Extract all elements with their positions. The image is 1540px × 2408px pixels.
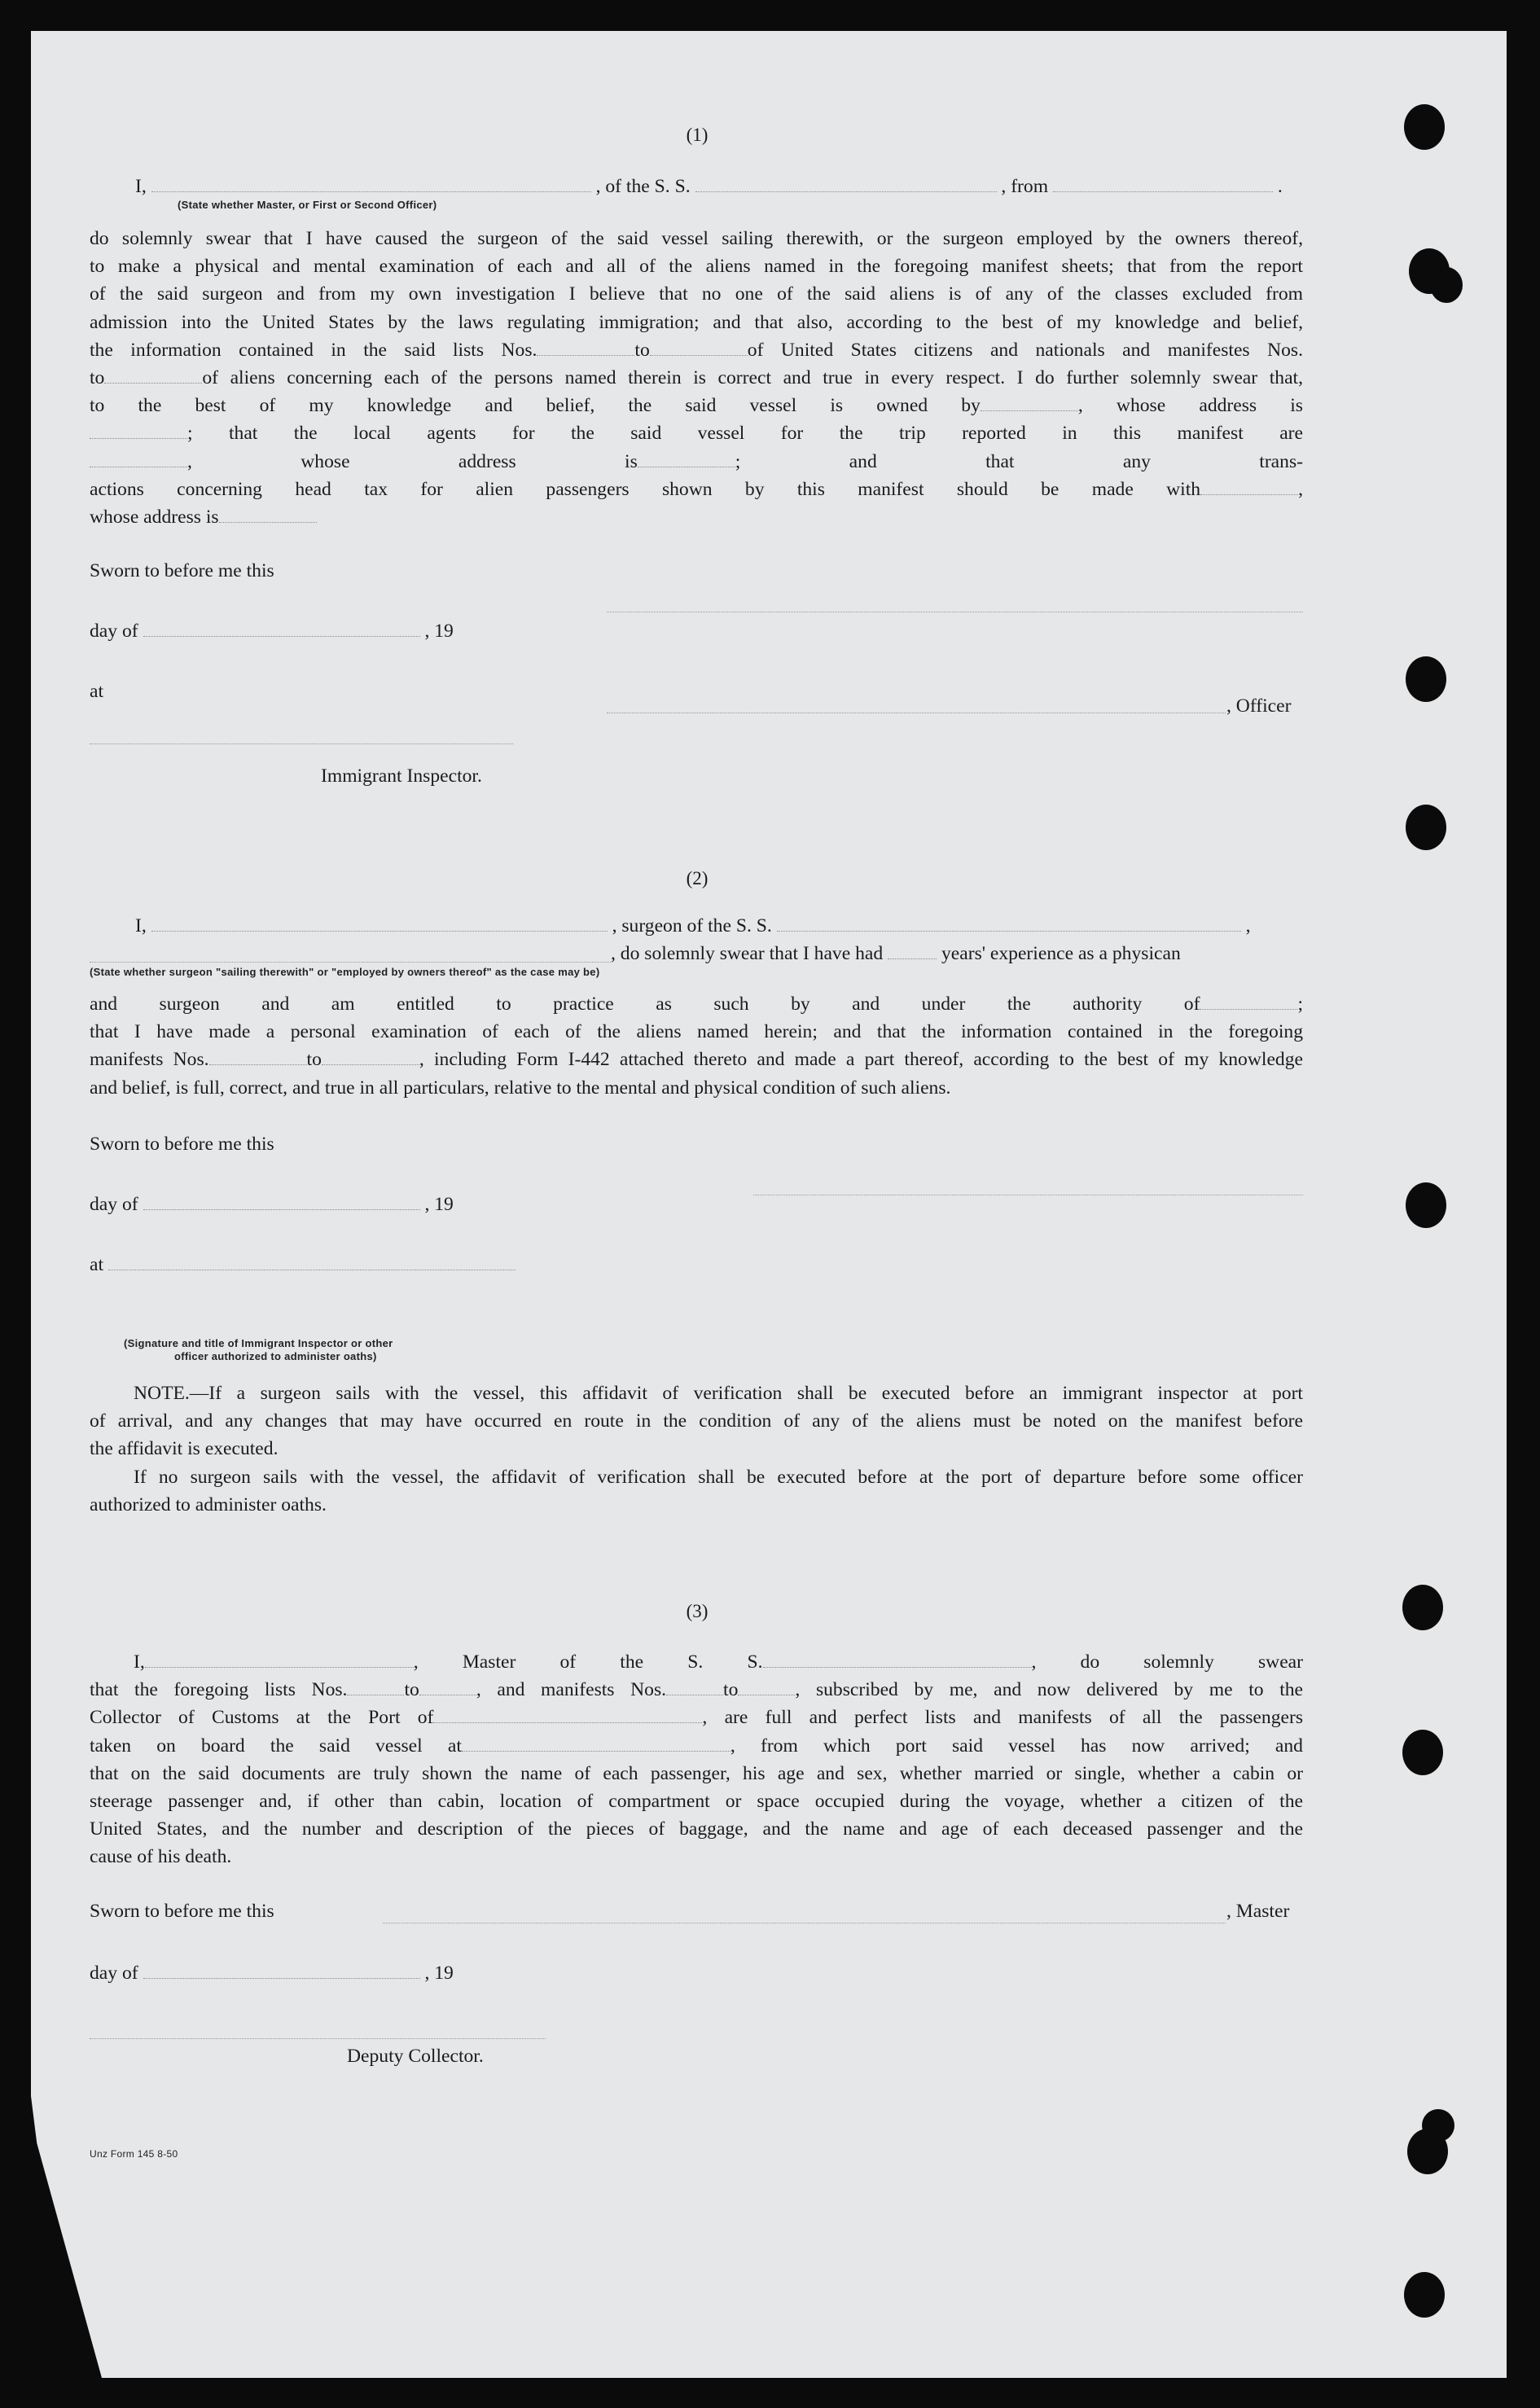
- text-run: steerage passenger and, if other than cabin, location of compartment or space occupied during the voyage, whether a citizen of the: [90, 1791, 1303, 1813]
- text-run: Collector of Customs at the Port of: [90, 1707, 434, 1729]
- sworn-line: [90, 560, 274, 582]
- text-run: taken on board the said vessel at: [90, 1735, 462, 1757]
- text: Sworn to before me this: [90, 560, 274, 581]
- fill-in-field[interactable]: [1200, 994, 1297, 1010]
- paragraph-line: [90, 309, 1303, 336]
- text: ,: [1245, 915, 1251, 936]
- signature-note: officer authorized to administer oaths): [174, 1350, 377, 1362]
- text-run: , subscribed by me, and now delivered by me to the: [795, 1679, 1304, 1701]
- paragraph-line: [90, 392, 1303, 419]
- paragraph-line: [90, 336, 1303, 364]
- text-run: United States, and the number and description of the pieces of baggage, and the name and age of each deceased passenger and the: [90, 1818, 1303, 1840]
- text-run: cause of his death.: [90, 1846, 232, 1868]
- text: day of: [90, 1194, 138, 1215]
- surgeon-oath-paragraph: [90, 990, 1303, 1102]
- punch-hole: [1406, 656, 1446, 702]
- text: , 19: [424, 1194, 454, 1215]
- day-line: [90, 621, 454, 643]
- text: years' experience as a physican: [941, 943, 1181, 964]
- text-run: whose address is: [90, 507, 219, 529]
- paragraph-line: [90, 419, 1303, 447]
- text: , 19: [424, 621, 454, 642]
- text: at: [90, 1254, 104, 1275]
- paragraph-line: [90, 252, 1303, 280]
- at-line: [90, 681, 103, 703]
- paragraph-line: [90, 1704, 1303, 1731]
- text: Sworn to before me this: [90, 1134, 274, 1155]
- text: day of: [90, 1963, 138, 1984]
- punch-hole: [1402, 1730, 1443, 1775]
- paragraph-line: [90, 1676, 1303, 1704]
- signature-line[interactable]: [607, 611, 1303, 612]
- text-run: of aliens concerning each of the persons named therein is correct and true in every respect. I do further solemnly swear that,: [202, 367, 1303, 389]
- text-run: that I have made a personal examination of each of the aliens named herein; and that the information contained in the foregoing: [90, 1021, 1303, 1043]
- text-run: I,: [134, 1651, 145, 1673]
- punch-hole: [1404, 2272, 1445, 2318]
- text-run: that the foregoing lists Nos.: [90, 1679, 348, 1701]
- text-run: manifests Nos.: [90, 1049, 209, 1071]
- sworn-line: [90, 1134, 274, 1156]
- surgeon-status-line[interactable]: [90, 961, 611, 963]
- paragraph-line: [90, 225, 1303, 252]
- paragraph-line: [90, 448, 1303, 476]
- text: , of the S. S.: [595, 176, 691, 197]
- fill-in-field[interactable]: [462, 1736, 731, 1752]
- text-run: the information contained in the said lists Nos.: [90, 339, 537, 361]
- punch-hole: [1402, 1585, 1443, 1630]
- fill-in-field[interactable]: [322, 1050, 419, 1065]
- master-declaration-line: [135, 176, 1283, 198]
- vessel-field[interactable]: [777, 916, 1241, 932]
- text: Sworn to before me this: [90, 1901, 274, 1922]
- fill-in-field[interactable]: [981, 396, 1078, 411]
- fill-in-field[interactable]: [650, 340, 748, 356]
- text: day of: [90, 621, 138, 642]
- oath-paragraph: [90, 225, 1303, 531]
- text: , do solemnly swear that I have had: [611, 943, 884, 964]
- at-line: [90, 1254, 516, 1276]
- master-signature-line[interactable]: [383, 1922, 1226, 1923]
- day-line: [90, 1963, 454, 1985]
- punch-hole: [1406, 805, 1446, 850]
- paragraph-line: [90, 990, 1303, 1018]
- inspector-signature-line[interactable]: [90, 743, 513, 744]
- text: at: [90, 681, 104, 702]
- surgeon-line-1: [135, 915, 1250, 937]
- text-run: ; and that any trans-: [735, 450, 1303, 472]
- surgeon-name-field[interactable]: [151, 916, 608, 932]
- text-run: , including Form I-442 attached thereto and made a part thereof, according to the best of my knowledge: [419, 1049, 1303, 1071]
- text: , 19: [424, 1963, 454, 1984]
- text-run: of United States citizens and nationals and manifestes Nos.: [747, 339, 1303, 361]
- surgeon-line-2: [611, 943, 1181, 965]
- text-run: ; that the local agents for the said vessel for the trip reported in this manifest are: [187, 423, 1303, 445]
- signature-note: (Signature and title of Immigrant Inspector or other: [124, 1337, 393, 1349]
- text-run: to: [634, 339, 650, 361]
- signature-line[interactable]: [753, 1194, 1303, 1195]
- port-field[interactable]: [1053, 177, 1273, 192]
- paragraph-line: [90, 1074, 1303, 1102]
- years-field[interactable]: [888, 944, 937, 959]
- text: I,: [135, 915, 147, 936]
- text-run: to the best of my knowledge and belief, the said vessel is owned by: [90, 395, 981, 417]
- text-run: , Master of the S. S.: [413, 1651, 763, 1673]
- day-field[interactable]: [143, 621, 420, 637]
- text-run: ,: [1298, 478, 1303, 500]
- section-number: (1): [686, 125, 709, 145]
- text: , surgeon of the S. S.: [612, 915, 772, 936]
- name-field[interactable]: [151, 177, 591, 192]
- punch-hole: [1407, 2129, 1448, 2174]
- officer-label: , Officer: [1226, 695, 1292, 717]
- paragraph-line: [90, 1843, 1303, 1871]
- text-run: , do solemnly swear: [1031, 1651, 1303, 1673]
- text: .: [1277, 176, 1283, 197]
- paragraph-line: [90, 364, 1303, 392]
- fill-in-field[interactable]: [419, 1680, 476, 1695]
- paragraph-line: the affidavit is executed.: [90, 1438, 279, 1460]
- section-number: (3): [686, 1601, 709, 1621]
- inspector-label: Immigrant Inspector.: [321, 765, 482, 787]
- fill-in-field[interactable]: [638, 452, 735, 467]
- paragraph-line: of arrival, and any changes that may have occurred en route in the condition of any of the aliens must be noted on the manifest before: [90, 1410, 1303, 1432]
- text-run: to make a physical and mental examination of each and all of the aliens named in the foregoing manifest sheets; that from the report: [90, 256, 1303, 278]
- text-run: to: [90, 367, 105, 389]
- master-oath-paragraph: [90, 1648, 1303, 1871]
- text-run: do solemnly swear that I have caused the surgeon of the said vessel sailing therewith, or the surgeon employed by the owners thereof,: [90, 228, 1303, 249]
- text: , from: [1001, 176, 1049, 197]
- paragraph-line: [90, 1760, 1303, 1787]
- fill-in-field[interactable]: [219, 507, 317, 523]
- text-run: , whose address is: [1077, 395, 1303, 417]
- fill-in-field[interactable]: [433, 1708, 702, 1723]
- fill-in-field[interactable]: [738, 1680, 795, 1695]
- text-run: and belief, is full, correct, and true in all particulars, relative to the mental and physical condition of such aliens.: [90, 1077, 951, 1099]
- day-line: [90, 1194, 454, 1216]
- fill-in-field[interactable]: [145, 1652, 414, 1668]
- fill-in-field[interactable]: [666, 1680, 723, 1695]
- text: I,: [135, 176, 147, 197]
- fill-in-field[interactable]: [1200, 480, 1298, 495]
- punch-hole: [1404, 104, 1445, 150]
- paragraph-line: [90, 476, 1303, 503]
- paragraph-line: [90, 1732, 1303, 1760]
- master-note: (State whether Master, or First or Second Officer): [178, 199, 437, 211]
- surgeon-note: (State whether surgeon "sailing therewith" or "employed by owners thereof" as the case may be): [90, 966, 600, 978]
- form-number: Unz Form 145 8-50: [90, 2148, 178, 2160]
- fill-in-field[interactable]: [347, 1680, 404, 1695]
- text-run: , are full and perfect lists and manifests of all the passengers: [702, 1707, 1304, 1729]
- fill-in-field[interactable]: [763, 1652, 1032, 1668]
- punch-hole: [1406, 1182, 1446, 1228]
- paragraph-line: [90, 1018, 1303, 1046]
- paragraph-line: [90, 280, 1303, 308]
- fill-in-field[interactable]: [90, 452, 187, 467]
- text-run: admission into the United States by the laws regulating immigration; and that also, according to the best of my knowledge and belief,: [90, 311, 1303, 333]
- text-run: to: [306, 1049, 322, 1071]
- fill-in-field[interactable]: [209, 1050, 307, 1065]
- vessel-field[interactable]: [695, 177, 997, 192]
- text-run: of the said surgeon and from my own investigation I believe that no one of the said aliens is of any of the classes excluded from: [90, 283, 1303, 305]
- master-label: , Master: [1226, 1901, 1290, 1922]
- collector-signature-line[interactable]: [90, 2037, 546, 2039]
- fill-in-field[interactable]: [537, 340, 634, 356]
- collector-label: Deputy Collector.: [347, 2046, 484, 2067]
- paragraph-line: [90, 1648, 1303, 1676]
- text-run: , from which port said vessel has now arrived; and: [730, 1735, 1303, 1757]
- text-run: to: [404, 1679, 419, 1701]
- text-run: that on the said documents are truly shown the name of each passenger, his age and sex, whether married or single, whether a cabin or: [90, 1762, 1303, 1784]
- officer-signature-line[interactable]: [607, 712, 1226, 713]
- text-run: actions concerning head tax for alien passengers shown by this manifest should be made with: [90, 478, 1201, 500]
- paragraph-line: [90, 1787, 1303, 1815]
- text-run: , and manifests Nos.: [476, 1679, 667, 1701]
- paragraph-line: authorized to administer oaths.: [90, 1493, 327, 1515]
- paragraph-line: If no surgeon sails with the vessel, the affidavit of verification shall be executed before at the port of departure before some officer: [134, 1466, 1303, 1488]
- day-field[interactable]: [143, 1195, 420, 1210]
- punch-hole: [1430, 267, 1463, 303]
- text-run: to: [723, 1679, 739, 1701]
- section-number: (2): [686, 868, 709, 888]
- paragraph-line: [90, 1046, 1303, 1073]
- paragraph-line: NOTE.—If a surgeon sails with the vessel, this affidavit of verification shall be executed before an immigrant inspector at port: [134, 1383, 1303, 1404]
- note-paragraph: [90, 1379, 1303, 1519]
- fill-in-field[interactable]: [104, 368, 202, 384]
- text-run: and surgeon and am entitled to practice as such by and under the authority of: [90, 993, 1200, 1015]
- paragraph-line: [90, 503, 1303, 531]
- sworn-line: [90, 1901, 274, 1923]
- day-field[interactable]: [143, 1963, 420, 1979]
- text-run: ;: [1297, 993, 1303, 1015]
- place-field[interactable]: [108, 1255, 516, 1270]
- paragraph-line: [90, 1815, 1303, 1843]
- fill-in-field[interactable]: [90, 423, 187, 439]
- text-run: , whose address is: [187, 450, 638, 472]
